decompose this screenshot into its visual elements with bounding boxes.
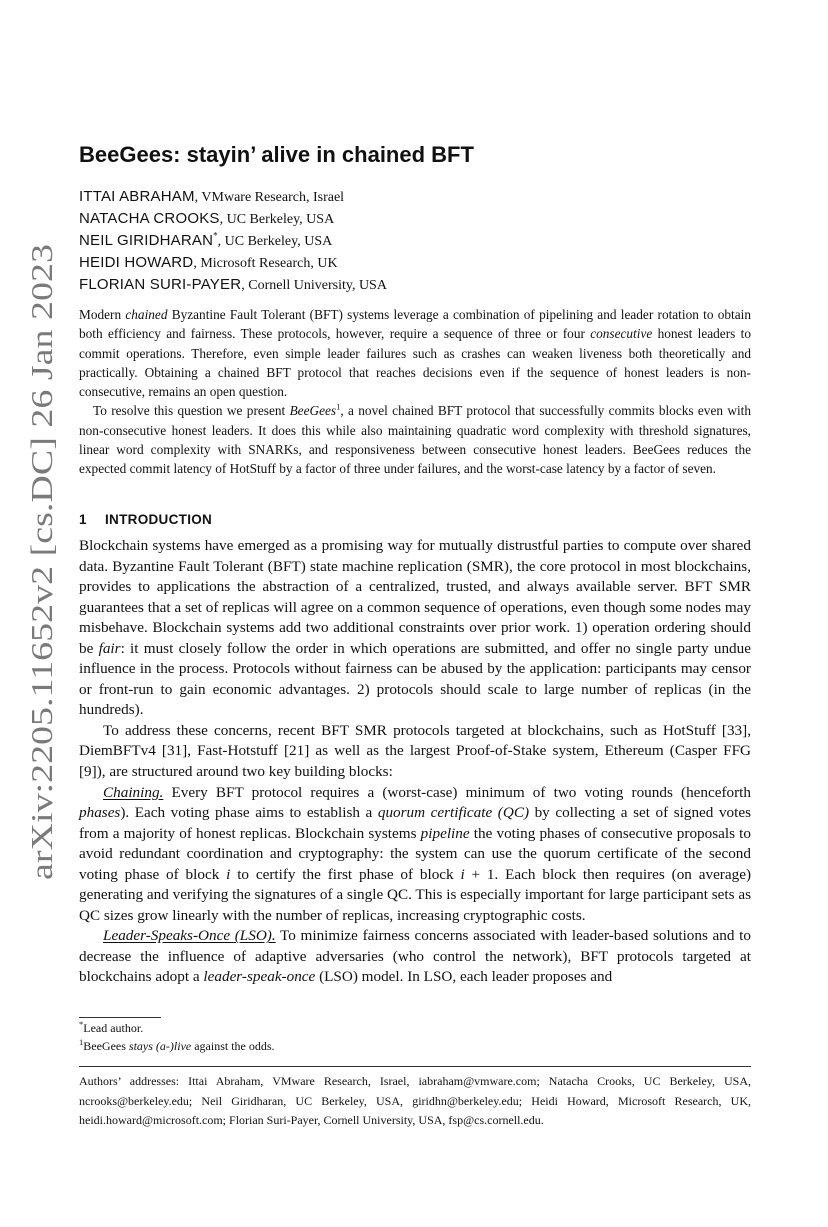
author-separator: , [193,256,201,271]
footnote [79,1020,759,1038]
author-list [79,186,769,296]
footnote-marker: 1 [336,402,341,413]
author-separator: , [194,190,202,205]
emphasis-run: leader-speak-once [203,968,316,986]
author-affiliation: UC Berkeley, USA [226,212,335,227]
author-name: HEIDI HOWARD [79,254,194,271]
author-name: NATACHA CROOKS [79,210,220,227]
author-separator: , [219,212,227,227]
author-name: ITTAI ABRAHAM [79,188,195,205]
body-paragraph-3 [79,783,751,927]
emphasis-run: i [226,865,231,883]
paper-title: BeeGees: stayin’ alive in chained BFT [79,142,474,167]
text-run: (LSO) model. In LSO, each leader proposes and [315,968,613,986]
emphasis-run: BeeGees [289,403,337,419]
author-name: NEIL GIRIDHARAN [79,232,214,249]
footnote-rule [79,1017,161,1018]
text-run: + 1. Each block then requires (on average) generating and verifying the signatures of a single QC. This is especially important for large participant sets as QC sizes grow linearly with the number of replicas, increasing cryptographic costs. [79,865,751,924]
body-text [79,536,751,988]
body-paragraph-1 [79,536,751,721]
author-entry [79,208,769,230]
author-entry [79,252,769,274]
text-run: against the odds. [191,1038,275,1053]
arxiv-stamp-svg [16,240,66,880]
text-run: To address these concerns, recent BFT SMR protocols targeted at blockchains, such as HotStuff [33], DiemBFTv4 [31], Fast-Hotstuff [21] as well as the largest Proof-of-Stake system, Ethereum (Casper FFG [9]), are structured around two key building blocks: [79,721,751,781]
emphasis-run: i [460,865,465,883]
text-run: Lead author. [83,1021,144,1035]
emphasis-run: pipeline [420,824,470,842]
author-separator: , [217,234,225,249]
emphasis-run: consecutive [590,326,653,342]
addresses-rule [79,1066,751,1067]
emphasis-run: phases [79,804,121,822]
text-run: ). Each voting phase aims to establish a [120,804,378,822]
abstract-paragraph-2 [79,401,751,478]
text-run: : it must closely follow the order in which operations are submitted, and offer no single party undue influence in the process. Protocols without fairness can be abused by the application: participants may censor or front-run to gain economic advantages. 2) protocols should scale to large number of replicas (in the hundreds). [79,639,751,719]
text-run: Every BFT protocol requires a (worst-case) minimum of two voting rounds (henceforth [163,783,751,801]
author-affiliation: VMware Research, Israel [201,190,345,205]
section-heading [79,512,759,527]
footnotes [79,1020,759,1055]
text-run: honest leaders to commit operations. Therefore, even simple leader failures such as crashes can weaken liveness both theoretically and practically. Obtaining a chained BFT protocol that reaches decisions even if the sequence of honest leaders is non-consecutive, remains an open question. [79,326,751,400]
emphasis-run: Leader-Speaks-Once (LSO). [103,927,276,945]
text-run: To minimize fairness concerns associated with leader-based solutions and to decrease the influence of adaptive adversaries (who control the network), BFT protocols targeted at blockchains adopt a [79,927,751,986]
body-paragraph-4 [79,926,751,988]
text-run: by collecting a set of signed votes from a majority of honest replicas. Blockchain systems [79,804,751,842]
text-run: BeeGees [83,1038,129,1053]
text-run: Blockchain systems have emerged as a promising way for mutually distrustful parties to compute over shared data. Byzantine Fault Tolerant (BFT) state machine replication (SMR), the core protocol in most blockchains, provides to applications the abstraction of a centralized, trusted, and always available server. BFT SMR guarantees that a set of replicas will agree on a common sequence of operations, even though some nodes may misbehave. Blockchain systems add two additional constraints over prior work. 1) operation ordering should be [79,537,751,657]
author-footnote-marker: * [213,230,218,241]
emphasis-run: chained [125,307,168,322]
abstract [79,305,751,479]
footnote [79,1038,759,1056]
text-run: Byzantine Fault Tolerant (BFT) systems leverage a combination of pipelining and leader rotation to obtain both efficiency and fairness. These protocols, however, require a sequence of three or four [79,307,751,342]
author-entry [79,186,769,208]
author-name: FLORIAN SURI-PAYER [79,276,242,293]
emphasis-run: stays (a-)live [128,1038,192,1053]
author-addresses: Authors’ addresses: Ittai Abraham, VMware Research, Israel, iabraham@vmware.com; Natacha Crooks, UC Berkeley, USA, ncrooks@berkeley.edu; Neil Giridharan, UC Berkeley, USA, giridhn@berkeley.edu; Heidi Howard, Microsoft Research, UK, heidi.howard@microsoft.com; Florian Suri-Payer, Cornell University, USA, fsp@cs.cornell.edu. [79,1074,751,1127]
arxiv-stamp [16,240,66,880]
emphasis-run: quorum certificate (QC) [377,804,530,822]
author-affiliation: UC Berkeley, USA [224,234,333,249]
text-run: Modern [79,307,126,322]
abstract-paragraph-1 [79,305,751,401]
footnote-marker: * [79,1019,84,1029]
section-title: INTRODUCTION [105,512,213,527]
author-affiliation: Microsoft Research, UK [200,256,338,271]
author-affiliation: Cornell University, USA [248,278,387,293]
emphasis-run: Chaining. [103,783,164,801]
text-run: to certify the first phase of block [230,865,461,883]
emphasis-run: fair [98,639,121,657]
arxiv-stamp-text: arXiv:2205.11652v2 [cs.DC] 26 Jan 2023 [24,361,59,880]
text-run: the voting phases of consecutive proposals to avoid redundant coordination and cryptography: the system can use the quorum certificate of the second voting phase of block [79,824,752,883]
text-run: To resolve this question we present [93,403,290,419]
footnote-marker: 1 [79,1036,84,1047]
author-separator: , [241,278,249,293]
text-run: , a novel chained BFT protocol that successfully commits blocks even with non-consecutive honest leaders. It does this while also maintaining quadratic word complexity with threshold signatures, linear word complexity with SNARKs, and responsiveness between consecutive honest leaders. BeeGees reduces the expected commit latency of HotStuff by a factor of three under failures, and the worst-case latency by a factor of seven. [79,403,752,477]
author-entry [79,274,769,296]
section-number: 1 [79,512,87,527]
body-paragraph-2 [79,721,751,783]
author-entry [79,230,769,252]
